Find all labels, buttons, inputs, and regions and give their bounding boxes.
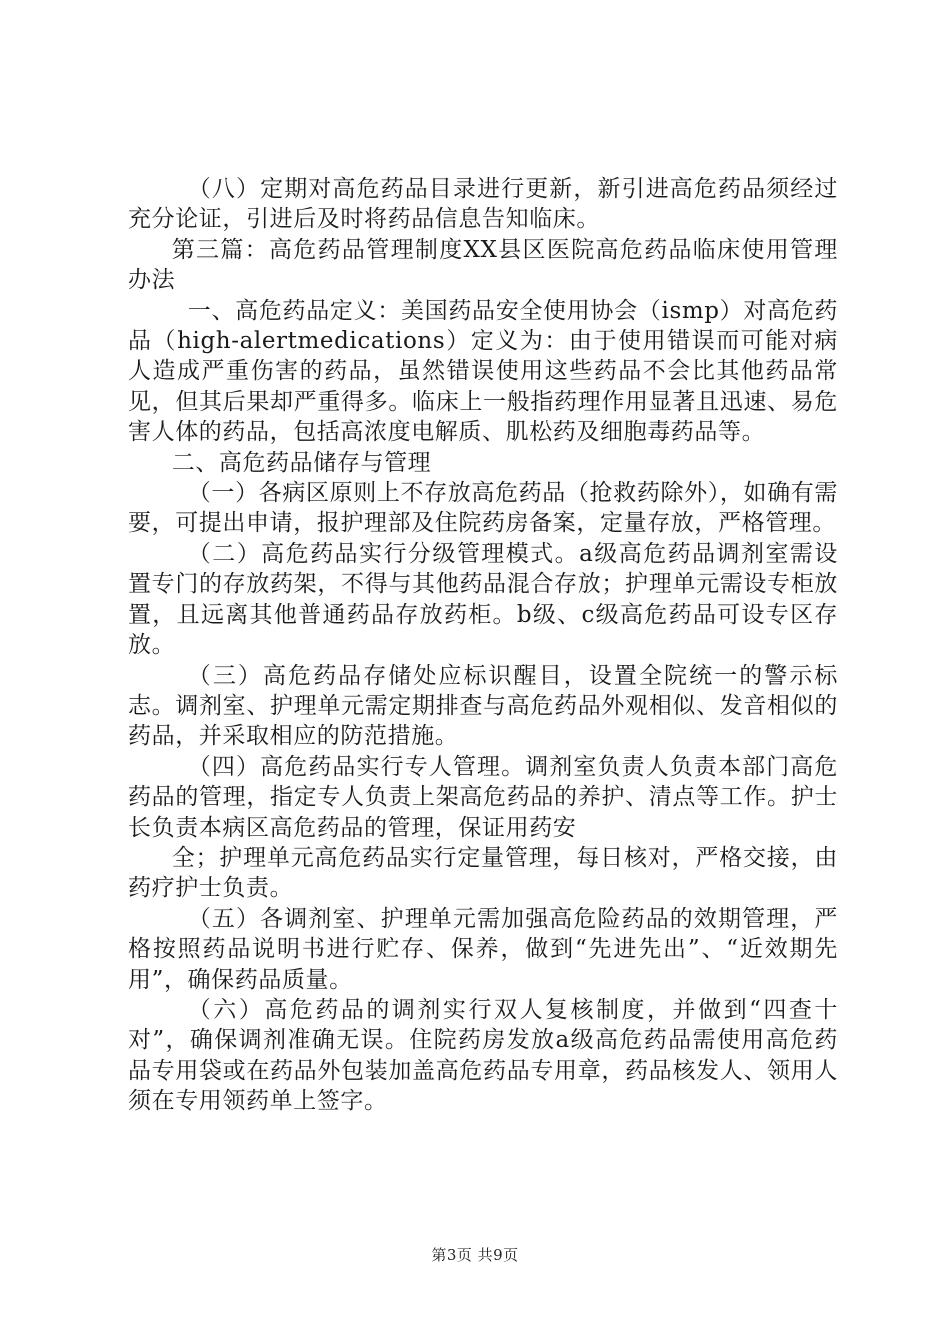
paragraph-item-3: （三）高危药品存储处应标识醒目，设置全院统一的警示标志。调剂室、护理单元需定期排查与高危药品外观相似、发音相似的药品，并采取相应的防范措施。 (128, 662, 838, 750)
paragraph-item-4: （四）高危药品实行专人管理。调剂室负责人负责本部门高危药品的管理，指定专人负责上架高危药品的养护、清点等工作。护士长负责本病区高危药品的管理，保证用药安 (128, 753, 838, 841)
chapter-heading: 第三篇：高危药品管理制度XX县区医院高危药品临床使用管理办法 (128, 236, 838, 294)
paragraph-definition: 一、高危药品定义：美国药品安全使用协会（ismp）对高危药品（high-alertmedications）定义为：由于使用错误而可能对病人造成严重伤害的药品，虽然错误使用这些药品不会比其他药品常见，但其后果却严重得多。临床上一般指药理作用显著且迅速、易危害人体的药品，包括高浓度电解质、肌松药及细胞毒药品等。 (128, 297, 838, 446)
paragraph-item-6: （六）高危药品的调剂实行双人复核制度，并做到“四查十对”，确保调剂准确无误。住院药房发放a级高危药品需使用高危药品专用袋或在药品外包装加盖高危药品专用章，药品核发人、领用人须在专用领药单上签字。 (128, 996, 838, 1115)
paragraph-item-5: （五）各调剂室、护理单元需加强高危险药品的效期管理，严格按照药品说明书进行贮存、保养，做到“先进先出”、“近效期先用”，确保药品质量。 (128, 905, 838, 993)
section-heading-storage: 二、高危药品储存与管理 (171, 449, 432, 476)
page-number-footer: 第3页 共9页 (431, 1246, 519, 1264)
paragraph-item-2: （二）高危药品实行分级管理模式。a级高危药品调剂室需设置专门的存放药架，不得与其他药品混合存放；护理单元需设专柜放置，且远离其他普通药品存放药柜。b级、c级高危药品可设专区存放。 (128, 540, 838, 659)
paragraph-item-4-continued: 全；护理单元高危药品实行定量管理，每日核对，严格交接，由药疗护士负责。 (128, 844, 838, 902)
paragraph-8: （八）定期对高危药品目录进行更新，新引进高危药品须经过充分论证，引进后及时将药品信息告知临床。 (128, 176, 838, 233)
paragraph-item-1: （一）各病区原则上不存放高危药品（抢救药除外），如确有需要，可提出申请，报护理部及住院药房备案，定量存放，严格管理。 (128, 480, 838, 537)
document-body (128, 174, 838, 1117)
